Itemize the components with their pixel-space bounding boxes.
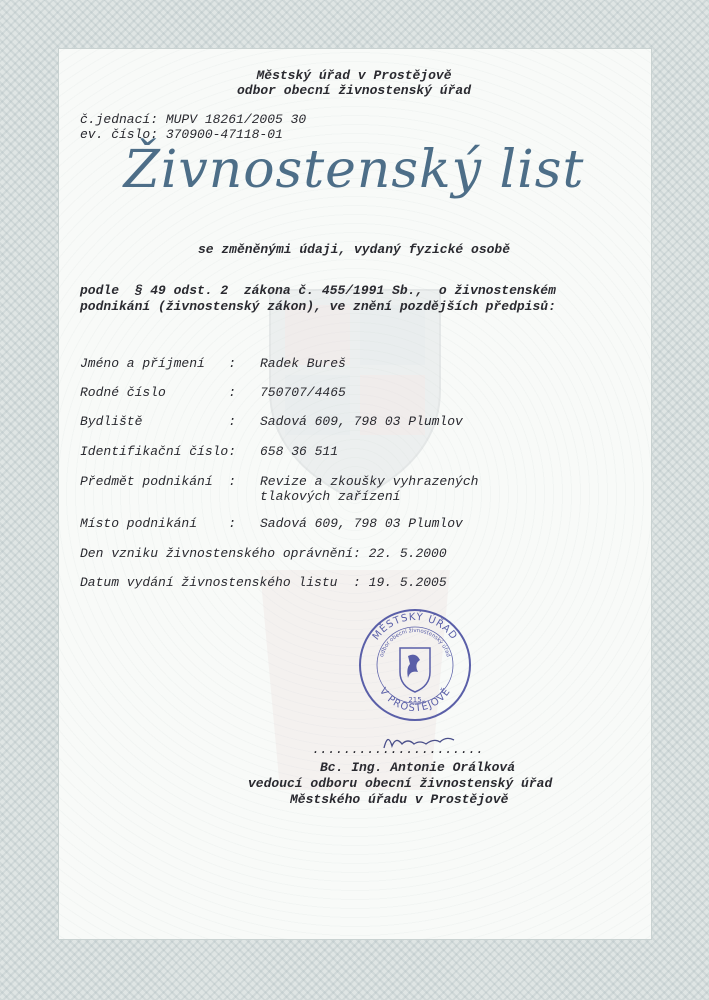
- residence-label: Bydliště :: [80, 414, 237, 429]
- reference-number: č.jednací: MUPV 18261/2005 30: [80, 112, 307, 127]
- document-subtitle: se změněnými údaji, vydaný fyzické osobě: [197, 242, 511, 257]
- business-subject-value-1: Revize a zkoušky vyhrazených: [260, 474, 479, 489]
- id-number-value: 658 36 511: [260, 444, 339, 459]
- evidence-number: ev. číslo: 370900-47118-01: [80, 127, 283, 142]
- stamp-bottom-text: V PROSTĚJOVĚ: [376, 686, 454, 715]
- signatory-name: Bc. Ing. Antonie Orálková: [320, 760, 516, 775]
- stamp-number: 215: [408, 696, 422, 704]
- name-value: Radek Bureš: [260, 356, 346, 371]
- business-place-value: Sadová 609, 798 03 Plumlov: [260, 516, 463, 531]
- license-issue-date: Datum vydání živnostenského listu : 19. 5.2005: [80, 575, 447, 590]
- svg-text:MĚSTSKÝ ÚŘAD: [371, 610, 460, 643]
- lion-icon: [407, 655, 420, 678]
- svg-text:odbor obecní živnostenský úřad: [379, 627, 451, 658]
- business-subject-value-2: tlakových zařízení: [260, 489, 401, 504]
- residence-value: Sadová 609, 798 03 Plumlov: [260, 414, 463, 429]
- official-stamp: [356, 606, 474, 724]
- legal-basis-line-2: podnikání (živnostenský zákon), ve znění pozdějších předpisů:: [80, 299, 556, 314]
- license-origin-date: Den vzniku živnostenského oprávnění: 22. 5.2000: [80, 546, 447, 561]
- business-subject-label: Předmět podnikání :: [80, 474, 237, 489]
- signatory-role: vedoucí odboru obecní živnostenský úřad: [248, 776, 553, 791]
- department-name: odbor obecní živnostenský úřad: [236, 83, 472, 98]
- document-title: Živnostenský list: [123, 140, 585, 200]
- stamp-top-text: MĚSTSKÝ ÚŘAD: [370, 611, 460, 643]
- signatory-office: Městského úřadu v Prostějově: [290, 792, 509, 807]
- office-name: Městský úřad v Prostějově: [256, 68, 452, 83]
- legal-basis-line-1: podle § 49 odst. 2 zákona č. 455/1991 Sb., o živnostenském: [80, 283, 556, 298]
- signature-line: ......................: [312, 742, 484, 757]
- name-label: Jméno a příjmení :: [80, 356, 237, 371]
- stamp-inner-text: odbor obecní živnostenský úřad: [379, 627, 451, 658]
- business-place-label: Místo podnikání :: [80, 516, 237, 531]
- birth-number-value: 750707/4465: [260, 385, 346, 400]
- id-number-label: Identifikační číslo:: [80, 444, 237, 459]
- birth-number-label: Rodné číslo :: [80, 385, 237, 400]
